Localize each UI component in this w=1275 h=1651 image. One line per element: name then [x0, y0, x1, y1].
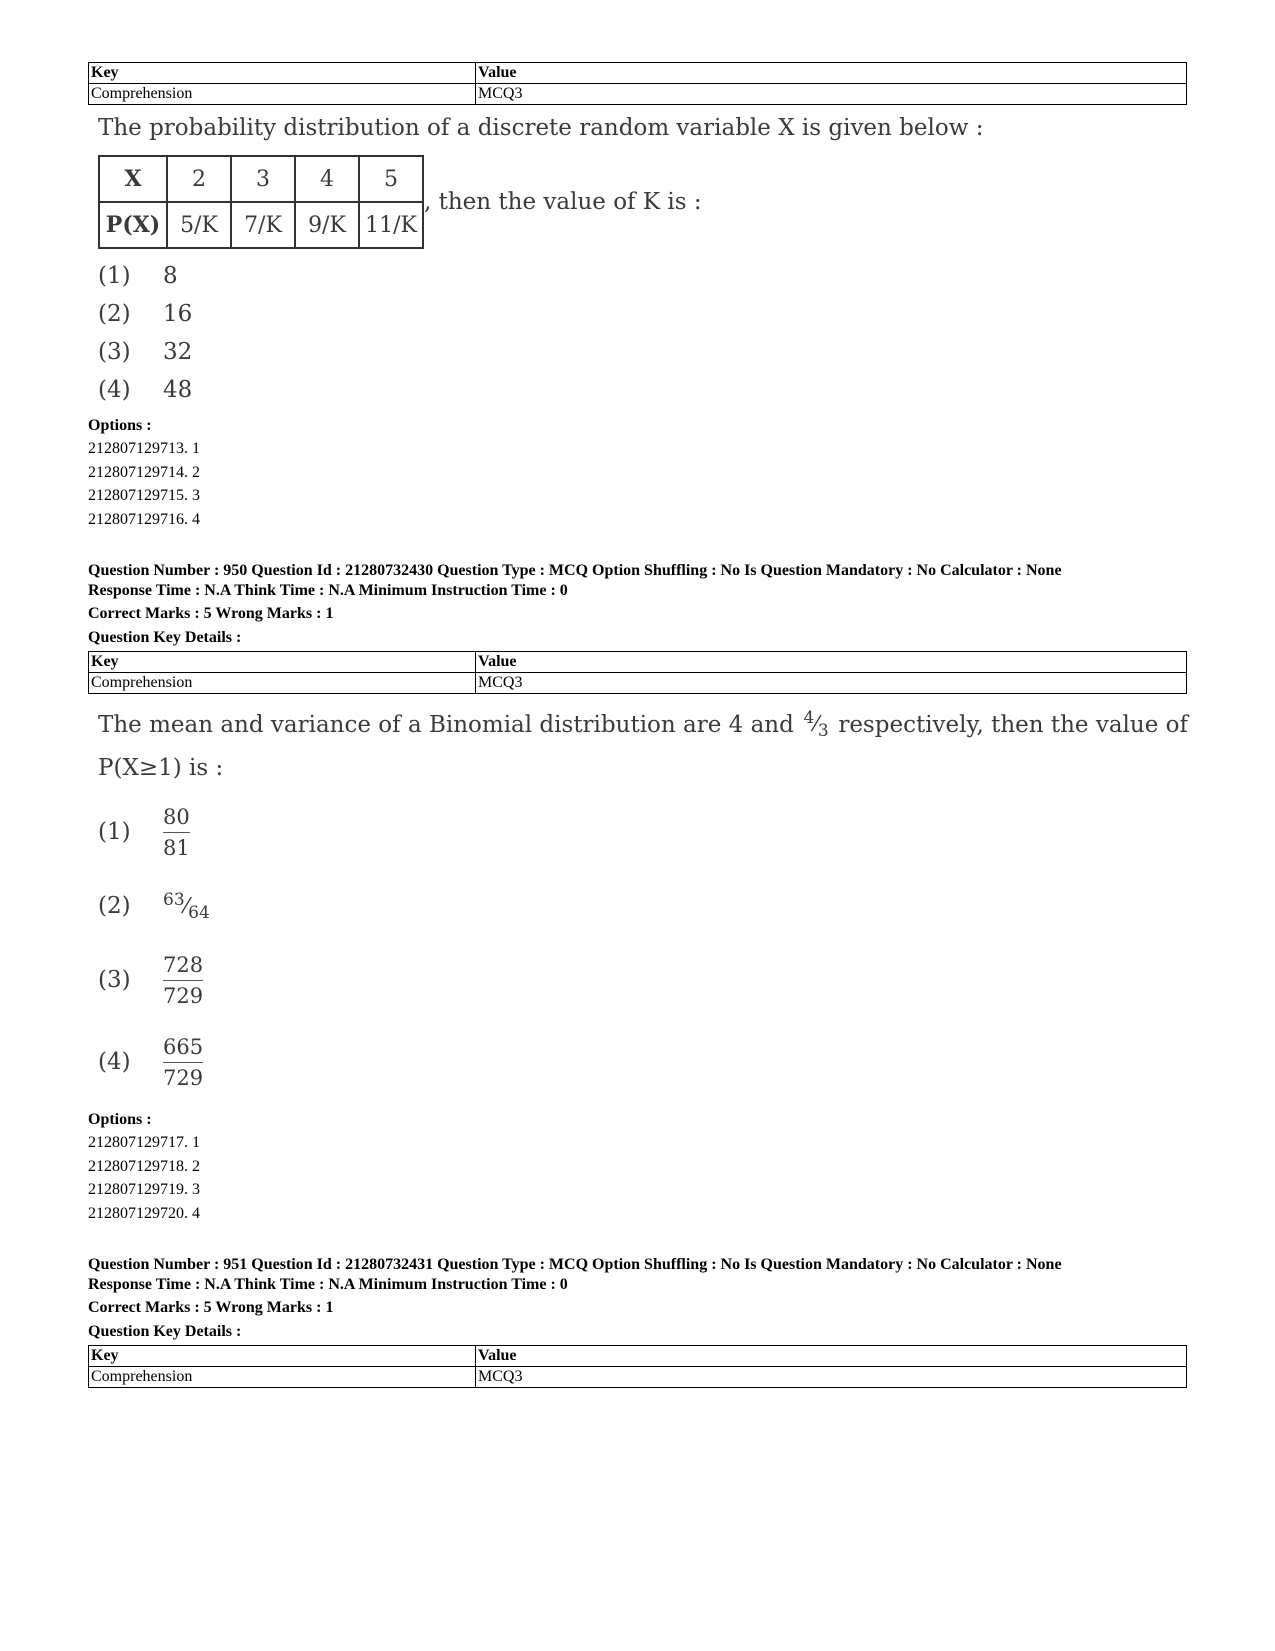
- options-title: Options :: [88, 1111, 152, 1129]
- question-timing: Response Time : N.A Think Time : N.A Minimum Instruction Time : 0: [88, 1276, 568, 1294]
- choice-item: [98, 873, 1188, 939]
- choice-item: [98, 939, 1188, 1021]
- key-header: Key: [89, 1346, 476, 1367]
- choice-item: [98, 257, 1188, 295]
- dist-row-cell: 9/K: [295, 202, 359, 248]
- option-item: 212807129716. 4: [88, 510, 200, 528]
- choice-fraction: $^{63}⁄_{64}$: [163, 889, 210, 923]
- choice-fraction: $\frac{728}{729}$: [163, 952, 204, 1008]
- question-marks: Correct Marks : 5 Wrong Marks : 1: [88, 1299, 334, 1317]
- key-header: Key: [89, 63, 476, 84]
- choice-number: (1): [98, 263, 131, 289]
- question-key-table: [88, 1345, 1187, 1388]
- value-cell: MCQ3: [476, 84, 1187, 105]
- dist-header-cell: X: [99, 156, 167, 202]
- choice-value: 32: [163, 339, 193, 365]
- key-cell: Comprehension: [89, 84, 476, 105]
- dist-row-cell: 11/K: [359, 202, 423, 248]
- choice-number: (2): [98, 893, 131, 920]
- option-item: 212807129713. 1: [88, 440, 200, 457]
- dist-header-cell: 4: [295, 156, 359, 202]
- question-949-image: [88, 115, 1188, 409]
- choice-item: [98, 333, 1188, 371]
- choice-number: (1): [98, 819, 131, 846]
- option-item: 212807129719. 3: [88, 1181, 200, 1199]
- key-header: Key: [89, 652, 476, 673]
- dist-header-cell: 2: [167, 156, 231, 202]
- dist-row-cell: 5/K: [167, 202, 231, 248]
- choice-number: (4): [98, 377, 131, 403]
- choice-value: 48: [163, 377, 193, 403]
- dist-row-cell: P(X): [99, 202, 167, 248]
- choice-number: (3): [98, 339, 131, 365]
- dist-row-cell: 7/K: [231, 202, 295, 248]
- choice-fraction: $\frac{80}{81}$: [163, 804, 190, 860]
- option-item: 212807129718. 2: [88, 1157, 200, 1175]
- option-item: 212807129720. 4: [88, 1204, 200, 1222]
- choice-item: [98, 295, 1188, 333]
- question-marks: Correct Marks : 5 Wrong Marks : 1: [88, 605, 334, 622]
- distribution-table: [98, 155, 424, 249]
- question-key-table: [88, 62, 1187, 105]
- question-stem-part: respectively, then the value of: [838, 711, 1188, 738]
- value-header: Value: [476, 652, 1187, 673]
- option-item: 212807129715. 3: [88, 487, 200, 504]
- value-header: Value: [476, 63, 1187, 84]
- question-key-table: [88, 651, 1187, 694]
- option-item: 212807129714. 2: [88, 463, 200, 481]
- key-cell: Comprehension: [89, 673, 476, 694]
- question-meta: Question Number : 951 Question Id : 21280732431 Question Type : MCQ Option Shuffling : No Is Question Mandatory : No Calculator : None: [88, 1256, 1062, 1274]
- choice-number: (2): [98, 301, 131, 327]
- choice-number: (3): [98, 967, 131, 994]
- value-header: Value: [476, 1346, 1187, 1367]
- page: [88, 62, 1188, 1388]
- question-meta: Question Number : 950 Question Id : 21280732430 Question Type : MCQ Option Shuffling : No Is Question Mandatory : No Calculator : None: [88, 562, 1062, 579]
- question-stem: The probability distribution of a discrete random variable X is given below :: [98, 115, 984, 141]
- question-stem-part: The mean and variance of a Binomial distribution are 4 and: [98, 711, 794, 738]
- key-details-label: Question Key Details :: [88, 1323, 242, 1341]
- fraction-four-thirds: $^4⁄_3$: [803, 708, 829, 742]
- question-950-image: [88, 708, 1188, 1103]
- value-cell: MCQ3: [476, 1367, 1187, 1388]
- key-cell: Comprehension: [89, 1367, 476, 1388]
- choice-value: 8: [163, 263, 178, 289]
- dist-header-cell: 5: [359, 156, 423, 202]
- choice-value: 16: [163, 301, 193, 327]
- value-cell: MCQ3: [476, 673, 1187, 694]
- dist-header-cell: 3: [231, 156, 295, 202]
- question-suffix: , then the value of K is :: [424, 189, 702, 215]
- options-title: Options :: [88, 417, 152, 434]
- choice-item: [98, 791, 1188, 873]
- option-item: 212807129717. 1: [88, 1134, 200, 1152]
- choice-item: [98, 1021, 1188, 1103]
- question-timing: Response Time : N.A Think Time : N.A Minimum Instruction Time : 0: [88, 582, 568, 599]
- question-stem-part: P(X≥1) is :: [98, 755, 224, 782]
- choice-fraction: $\frac{665}{729}$: [163, 1034, 204, 1090]
- choice-number: (4): [98, 1049, 131, 1076]
- key-details-label: Question Key Details :: [88, 629, 242, 646]
- choice-item: [98, 371, 1188, 409]
